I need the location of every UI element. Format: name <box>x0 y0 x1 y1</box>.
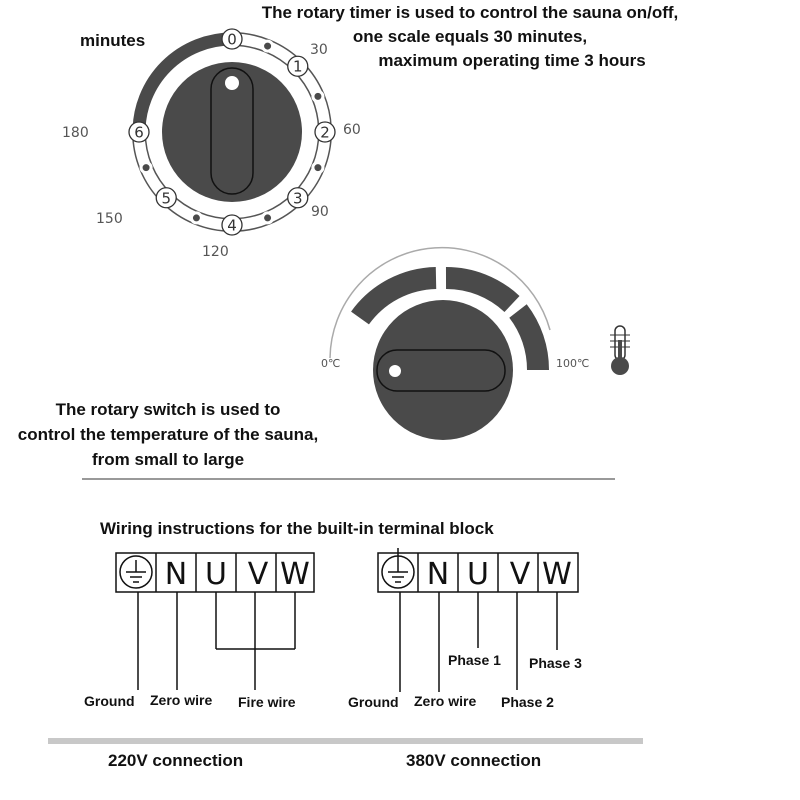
timer-number-text: 6 <box>134 123 144 142</box>
timer-dial-number <box>156 188 176 208</box>
minute-label-30: 30 <box>310 42 328 58</box>
timer-tick-dot <box>313 163 323 173</box>
temp-max-label: 100℃ <box>556 357 590 370</box>
timer-number-text: 5 <box>161 189 172 208</box>
terminal-v: V <box>509 557 531 592</box>
terminal-w: W <box>280 557 310 592</box>
terminal-v: V <box>247 557 269 592</box>
minute-label-60: 60 <box>343 122 361 138</box>
timer-dial-number <box>129 122 149 142</box>
phase-1-label: Phase 1 <box>448 652 501 668</box>
timer-caption <box>262 3 679 70</box>
timer-number-text: 3 <box>292 189 303 208</box>
terminal-labels-380v <box>348 557 582 710</box>
caption-220v: 220V connection <box>108 751 244 770</box>
thermostat-caption <box>18 400 318 469</box>
bottom-divider <box>48 738 643 744</box>
timer-tick-dot <box>141 163 151 173</box>
timer-tick-dot <box>263 41 273 51</box>
temp-min-label: 0℃ <box>321 357 341 370</box>
timer-dial-number <box>315 122 335 142</box>
ground-label: Ground <box>348 694 399 710</box>
fire-wire-label: Fire wire <box>238 694 296 710</box>
timer-caption-line: maximum operating time 3 hours <box>378 51 646 70</box>
timer-dial-number <box>222 215 242 235</box>
zero-wire-label: Zero wire <box>150 692 213 708</box>
wiring-title: Wiring instructions for the built-in terminal block <box>100 519 494 538</box>
phase-2-label: Phase 2 <box>501 694 554 710</box>
timer-dial-number <box>222 29 242 49</box>
zero-wire-label: Zero wire <box>414 693 477 709</box>
terminal-n: N <box>164 557 188 592</box>
timer-dial <box>62 29 361 260</box>
minute-label-90: 90 <box>311 204 329 220</box>
timer-tick-dot <box>191 213 201 223</box>
thermostat-caption-line: The rotary switch is used to <box>55 400 281 419</box>
thermometer-icon <box>610 326 630 375</box>
terminal-u: U <box>205 557 227 592</box>
minutes-label: minutes <box>80 31 146 50</box>
thermostat-pointer-dot <box>389 365 401 377</box>
caption-380v: 380V connection <box>406 751 542 770</box>
ground-symbol-icon <box>382 548 414 588</box>
timer-caption-line: one scale equals 30 minutes, <box>352 27 588 46</box>
timer-tick-dot <box>313 91 323 101</box>
minute-label-120: 120 <box>202 244 229 260</box>
timer-dial-number <box>288 188 308 208</box>
timer-number-text: 0 <box>227 30 237 49</box>
timer-tick-dot <box>263 213 273 223</box>
minute-label-180: 180 <box>62 125 89 141</box>
terminal-n: N <box>426 557 450 592</box>
timer-number-text: 1 <box>292 57 303 76</box>
thermostat-caption-line: from small to large <box>91 450 245 469</box>
timer-number-text: 2 <box>320 123 330 142</box>
thermostat-segment <box>518 311 538 370</box>
phase-3-label: Phase 3 <box>529 655 582 671</box>
thermostat-dial <box>321 248 630 440</box>
timer-caption-line: The rotary timer is used to control the sauna on/off, <box>261 3 679 22</box>
timer-dial-number <box>288 56 308 76</box>
ground-label: Ground <box>84 693 135 709</box>
timer-number-text: 4 <box>227 216 237 235</box>
thermostat-caption-line: control the temperature of the sauna, <box>17 425 319 444</box>
thermostat-segment <box>446 278 512 304</box>
terminal-w: W <box>542 557 572 592</box>
ground-symbol-icon <box>120 556 152 588</box>
terminal-u: U <box>467 557 489 592</box>
timer-pointer-dot <box>225 76 239 90</box>
minute-label-150: 150 <box>96 211 123 227</box>
